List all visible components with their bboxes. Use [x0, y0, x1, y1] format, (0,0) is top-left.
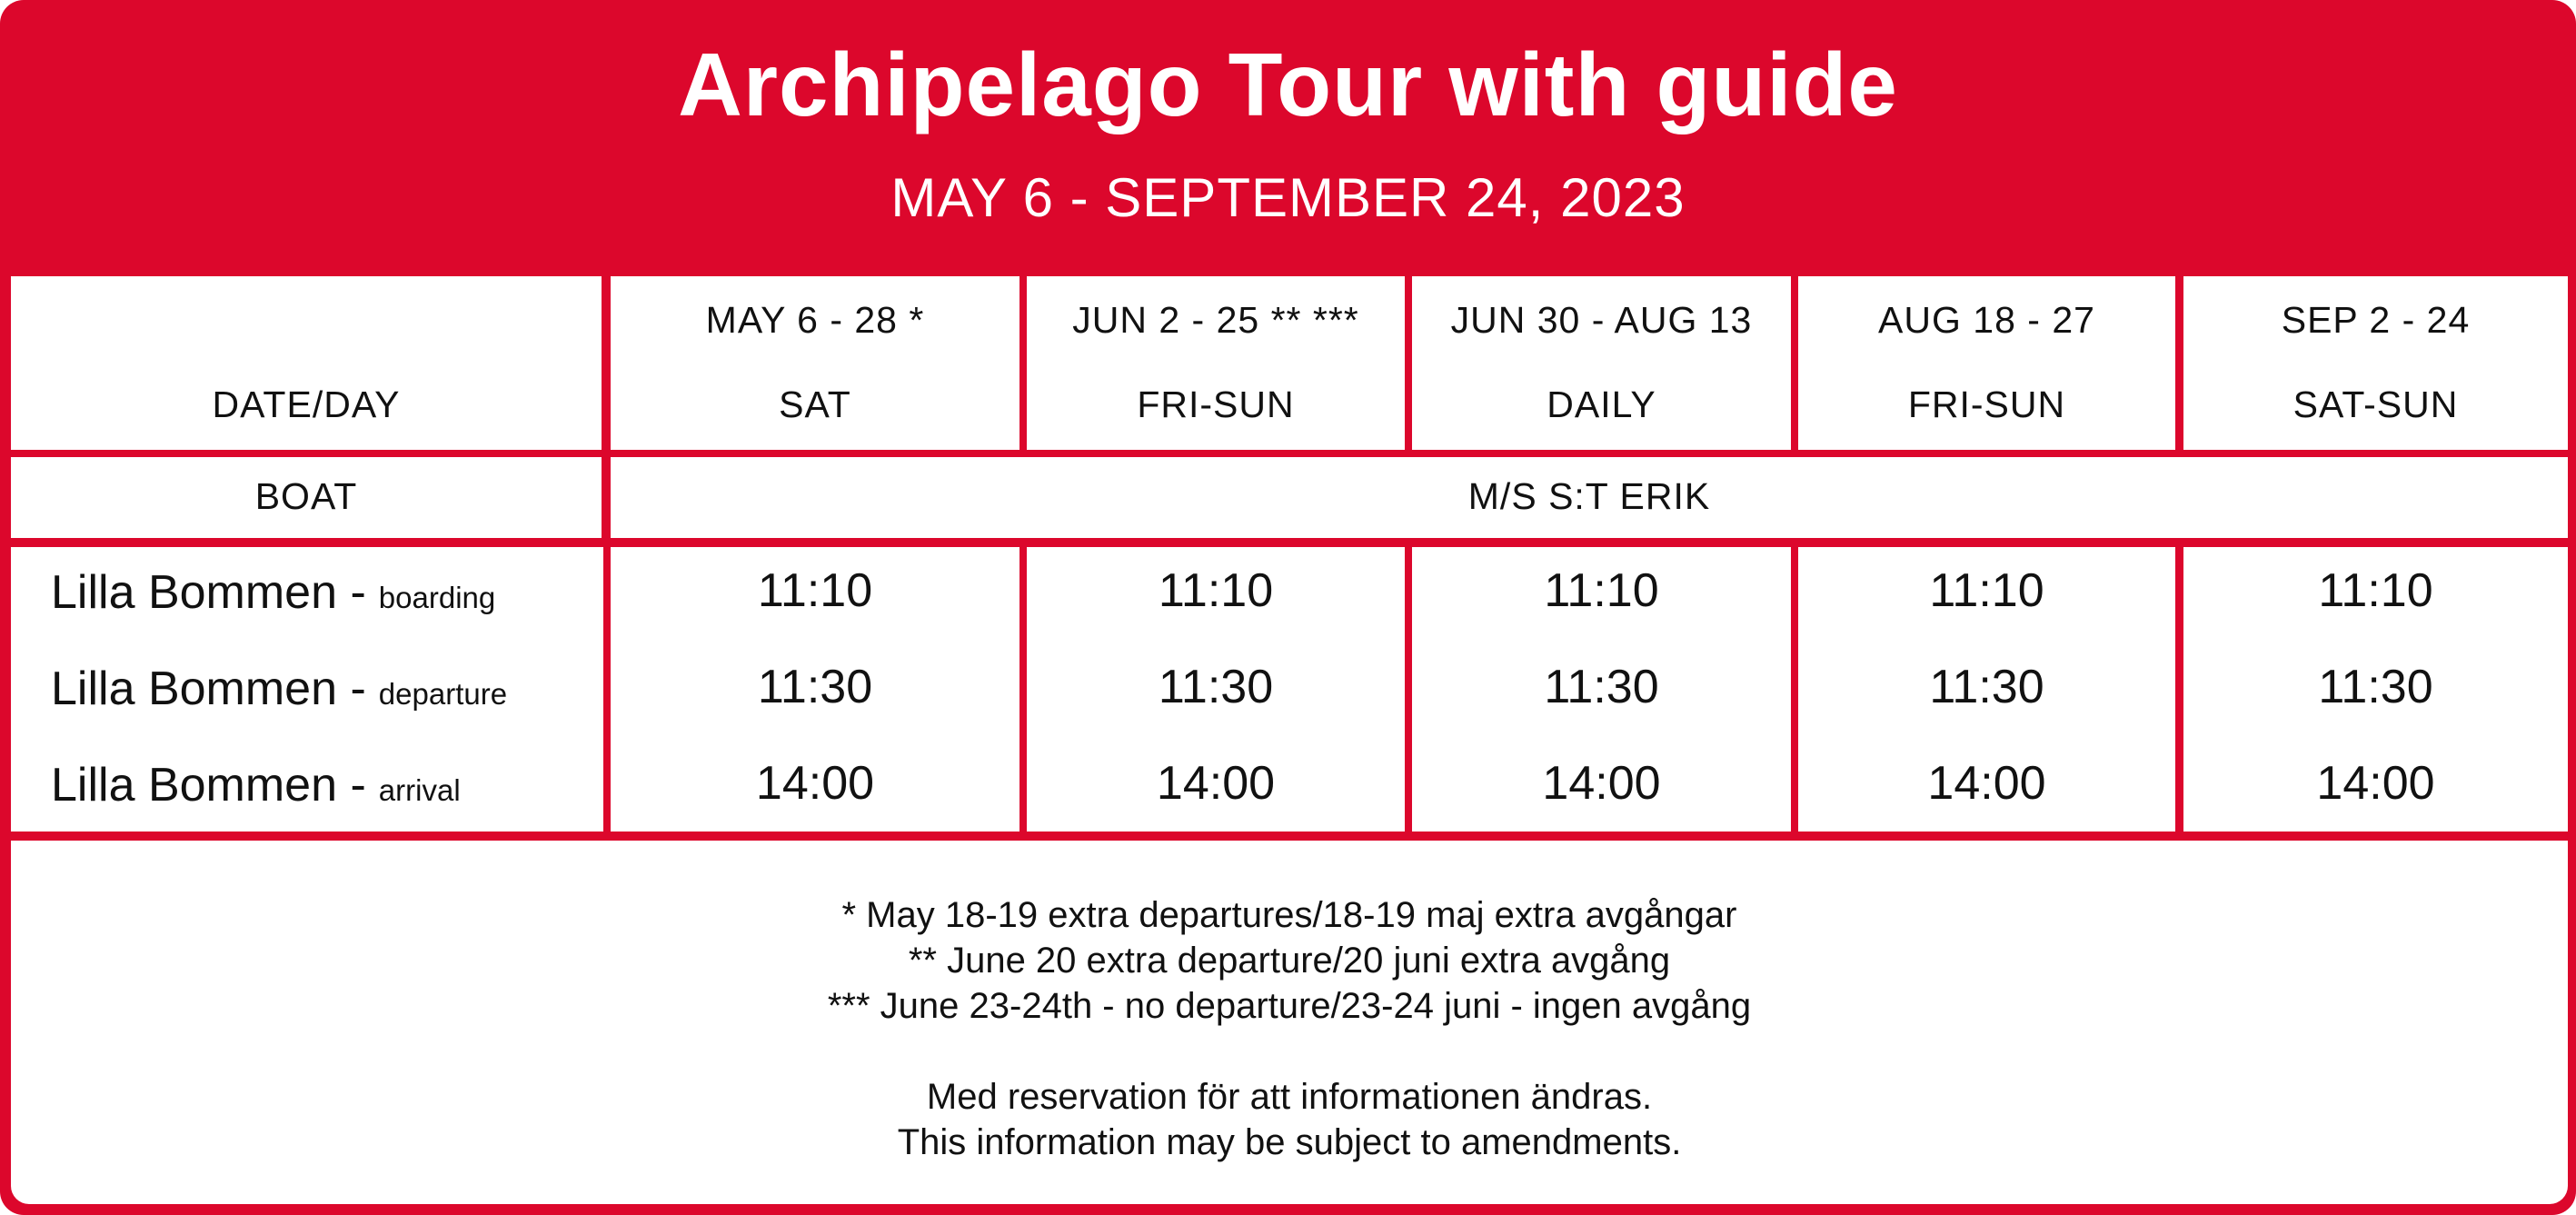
column-days: FRI-SUN [1907, 383, 2066, 425]
place-row-arrival [51, 758, 461, 812]
event-label: boarding [378, 581, 496, 614]
column-dates: JUN 30 - AUG 13 [1450, 299, 1753, 341]
arrival-time: 14:00 [1927, 757, 2046, 810]
column-header-4 [1798, 276, 2175, 450]
boat-label-cell [11, 457, 602, 538]
page-title: Archipelago Tour with guide [678, 35, 1898, 134]
boarding-time: 11:10 [1158, 564, 1274, 617]
column-days: FRI-SUN [1137, 383, 1295, 425]
column-days: SAT [779, 383, 851, 425]
boat-label: BOAT [254, 475, 358, 517]
column-header-5 [2183, 276, 2568, 450]
footnote-2: ** June 20 extra departure/20 juni extra avgång [908, 941, 1671, 981]
times-column-4 [1798, 547, 2175, 832]
column-header-2 [1027, 276, 1405, 450]
footnote-1: * May 18-19 extra departures/18-19 maj extra avgångar [841, 895, 1737, 935]
times-column-3 [1412, 547, 1791, 832]
event-label: departure [378, 677, 508, 711]
departure-time: 11:30 [1929, 661, 2044, 713]
boarding-time: 11:10 [757, 564, 873, 617]
boarding-time: 11:10 [1929, 564, 2044, 617]
date-day-label: DATE/DAY [212, 383, 401, 425]
column-dates: JUN 2 - 25 ** *** [1072, 299, 1359, 341]
boarding-time: 11:10 [2318, 564, 2433, 617]
place-row-boarding [51, 565, 495, 620]
place-row-departure [51, 662, 507, 716]
disclaimer-english: This information may be subject to amendments. [897, 1122, 1682, 1162]
column-header-3 [1412, 276, 1791, 450]
column-dates: SEP 2 - 24 [2281, 299, 2471, 341]
arrival-time: 14:00 [1156, 757, 1276, 810]
departure-time: 11:30 [757, 661, 873, 713]
notes-panel [11, 841, 2568, 1204]
column-days: SAT-SUN [2293, 383, 2459, 425]
footnote-3: *** June 23-24th - no departure/23-24 juni - ingen avgång [827, 986, 1752, 1026]
boat-name: M/S S:T ERIK [1467, 475, 1711, 517]
arrival-time: 14:00 [2316, 757, 2435, 810]
departure-time: 11:30 [2318, 661, 2433, 713]
disclaimer-swedish: Med reservation för att informationen ändras. [926, 1077, 1653, 1117]
season-subtitle: MAY 6 - SEPTEMBER 24, 2023 [890, 167, 1686, 228]
row-header-date-day [11, 276, 602, 450]
place-name: Lilla Bommen - [51, 759, 366, 812]
column-days: DAILY [1547, 383, 1656, 425]
place-name: Lilla Bommen - [51, 566, 366, 619]
times-column-5 [2183, 547, 2568, 832]
times-column-1 [611, 547, 1019, 832]
place-column [11, 547, 603, 832]
arrival-time: 14:00 [1542, 757, 1661, 810]
arrival-time: 14:00 [755, 757, 875, 810]
boat-name-cell [611, 457, 2568, 538]
times-column-2 [1027, 547, 1405, 832]
departure-time: 11:30 [1544, 661, 1659, 713]
column-header-1 [611, 276, 1019, 450]
departure-time: 11:30 [1158, 661, 1274, 713]
place-name: Lilla Bommen - [51, 662, 366, 715]
column-dates: MAY 6 - 28 * [705, 299, 925, 341]
column-dates: AUG 18 - 27 [1878, 299, 2095, 341]
event-label: arrival [378, 773, 461, 807]
boarding-time: 11:10 [1544, 564, 1659, 617]
